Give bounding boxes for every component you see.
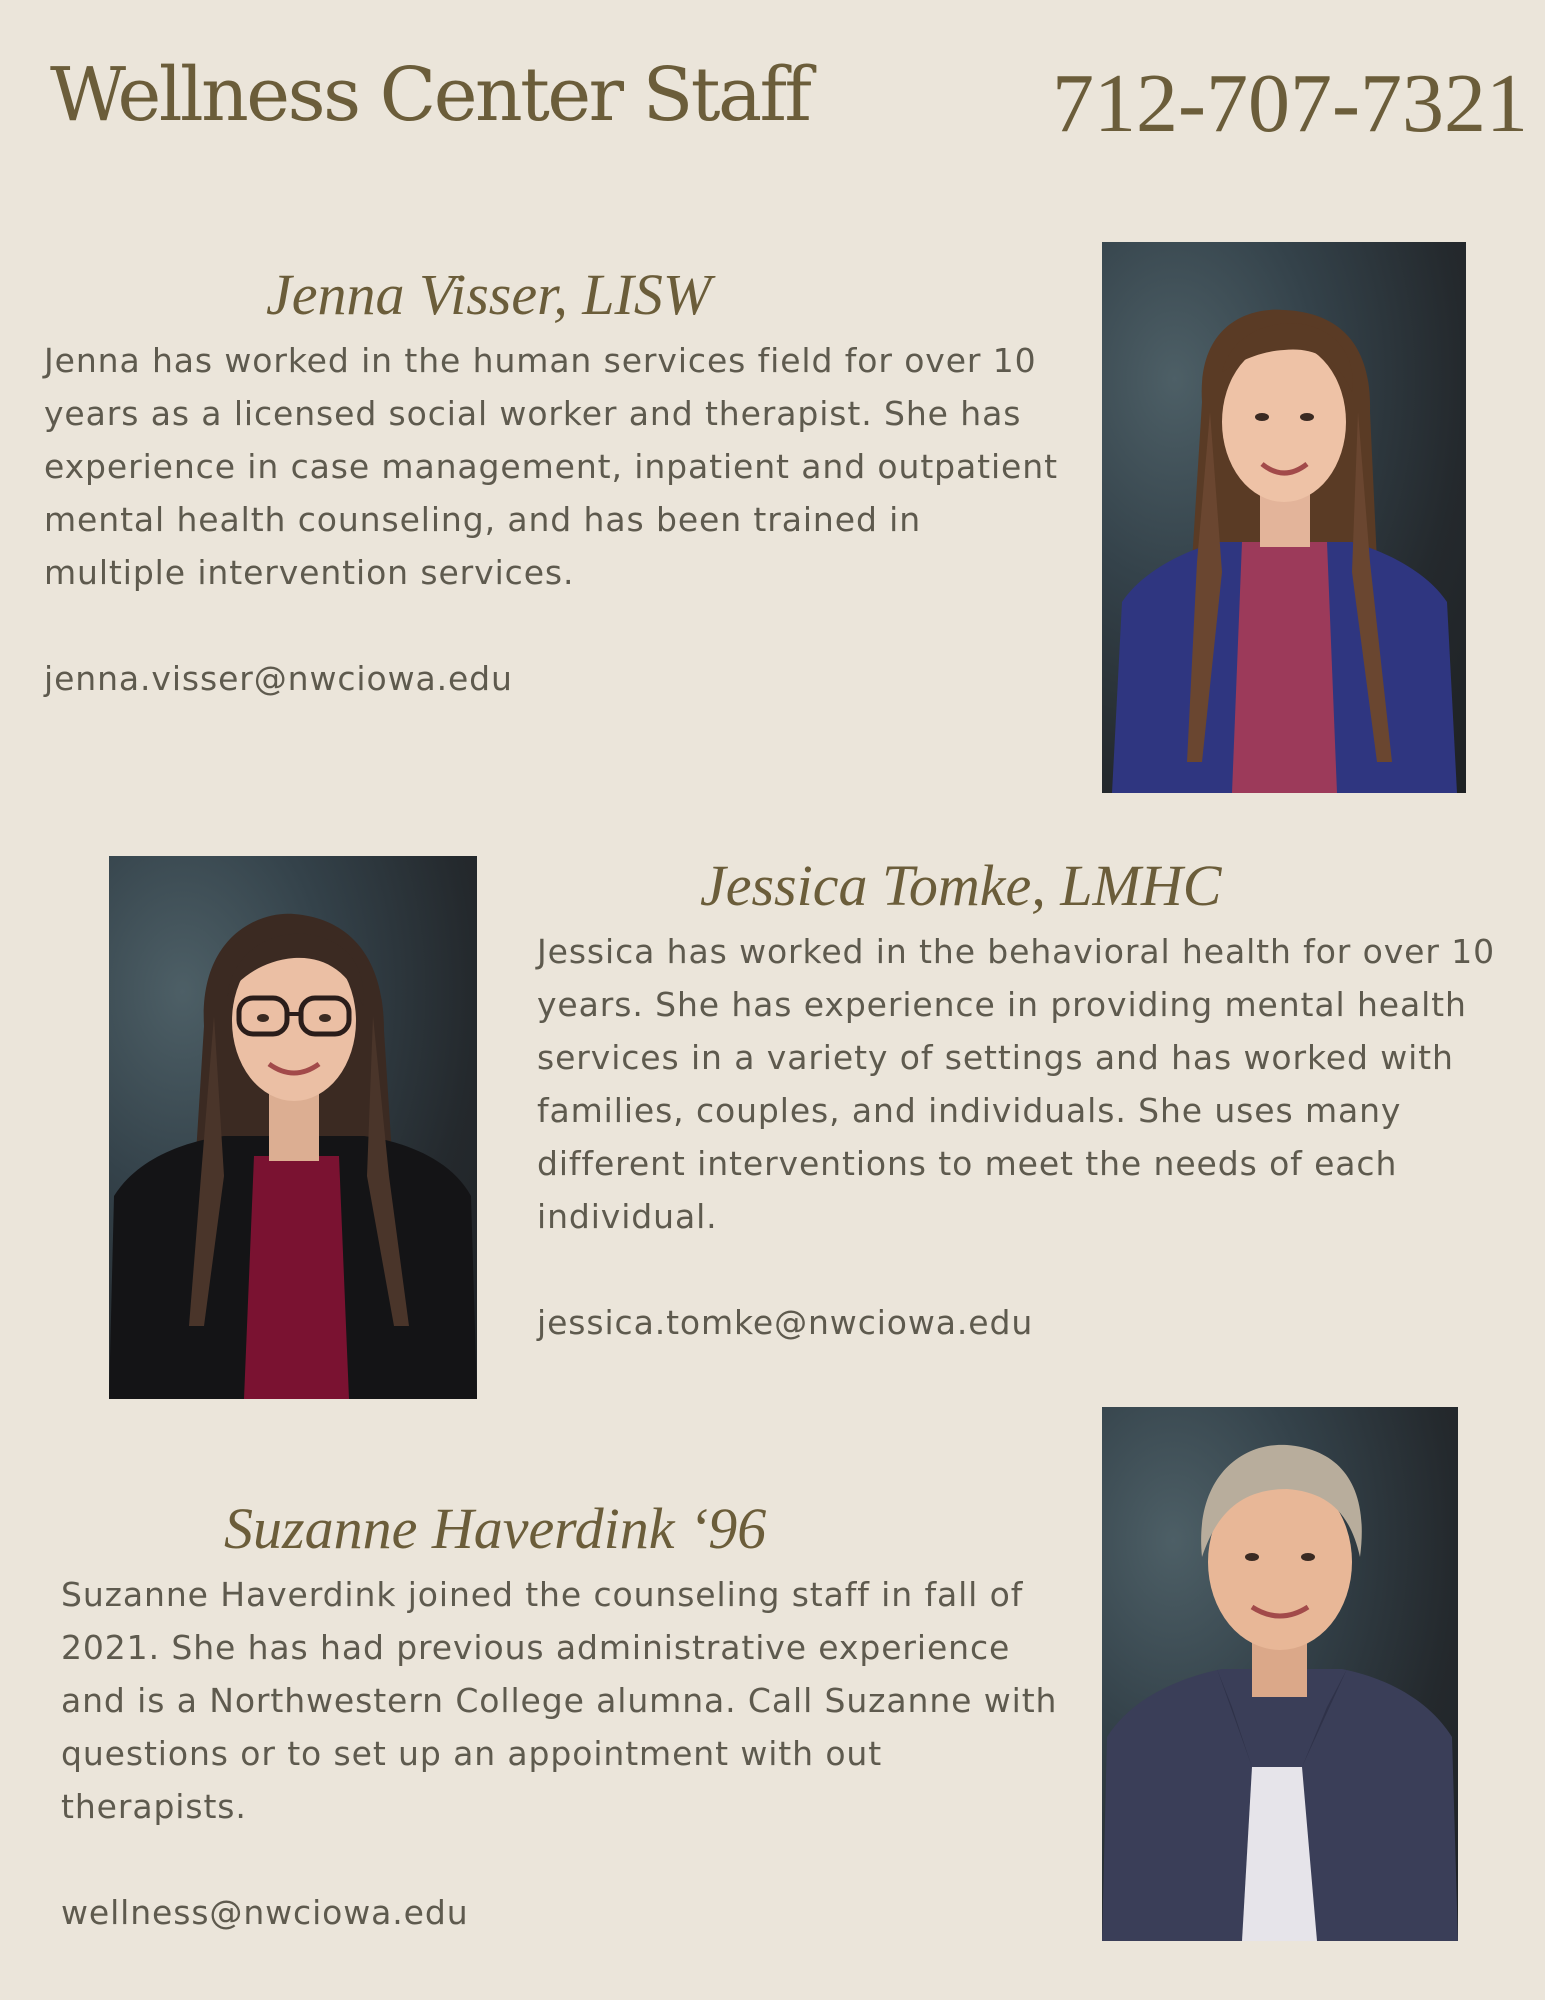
staff-name: Jessica Tomke, LMHC xyxy=(700,853,1222,918)
phone-number: 712-707-7321 xyxy=(1052,57,1528,150)
staff-name: Jenna Visser, LISW xyxy=(266,262,712,327)
staff-name: Suzanne Haverdink ‘96 xyxy=(224,1496,767,1561)
staff-email[interactable]: jenna.visser@nwciowa.edu xyxy=(44,659,513,698)
staff-photo-suzanne xyxy=(1102,1407,1458,1941)
portrait-illustration xyxy=(1102,1407,1458,1941)
staff-email[interactable]: wellness@nwciowa.edu xyxy=(61,1893,469,1932)
staff-bio: Jenna has worked in the human services field for over 10 years as a licensed social worker and therapist. She has experience in case management, inpatient and outpatient mental health counseling, and has been trained in multiple intervention services. xyxy=(44,341,1058,592)
staff-bio: Jessica has worked in the behavioral health for over 10 years. She has experience in providing mental health services in a variety of settings and has worked with families, couples, and individuals. She uses many different interventions to meet the needs of each individual. xyxy=(537,932,1496,1236)
portrait-illustration xyxy=(1102,242,1466,793)
page-title: Wellness Center Staff xyxy=(50,52,810,138)
portrait-illustration xyxy=(109,856,477,1399)
staff-photo-jenna xyxy=(1102,242,1466,793)
staff-email[interactable]: jessica.tomke@nwciowa.edu xyxy=(537,1303,1034,1342)
staff-bio: Suzanne Haverdink joined the counseling staff in fall of 2021. She has had previous administrative experience and is a Northwestern College alumna. Call Suzanne with questions or to set up an appointment with out therapists. xyxy=(61,1575,1058,1826)
staff-photo-jessica xyxy=(109,856,477,1399)
